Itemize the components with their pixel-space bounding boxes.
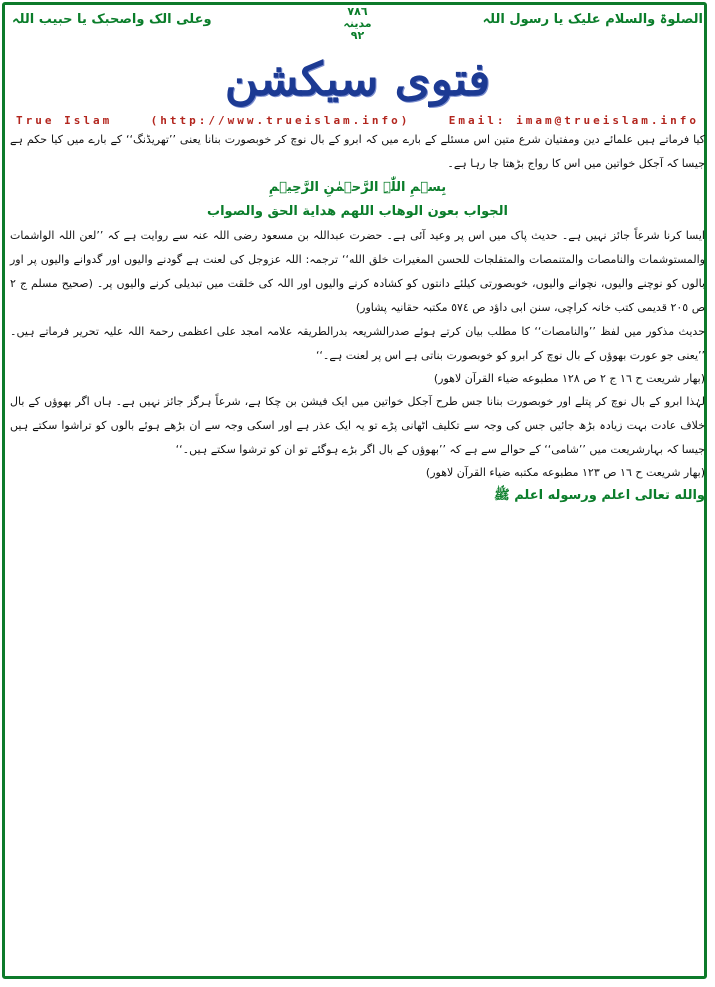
header-number-2: ٩٢ [350,29,365,42]
page-title: فتوی سیکشن [224,52,491,106]
salutation-right: الصلوۃ والسلام علیک یا رسول اللہ [482,12,703,27]
site-email[interactable]: Email: imam@trueislam.info [448,114,699,127]
question-text: کیا فرماتے ہیں علمائے دین ومفتیان شرع متین اس مسئلے کے بارے میں کہ ابرو کے بال نوچ کر خوبصورت بنانا یعنی ’’تھریڈنگ‘‘ کے بارے میں کیا حکم ہے جیسا کہ آجکل خواتین میں اس کا رواج بڑھتا جا رہا ہے۔ [10,133,705,170]
header-center [343,6,371,42]
site-url[interactable]: (http://www.trueislam.info) [150,114,411,127]
conclusion-text: لہٰذا ابرو کے بال نوچ کر پتلے اور خوبصورت بنانا جس طرح آجکل خواتین میں ایک فیشن بن چکا ہے، شرعاً ہرگز جائز نہیں ہے۔ ہاں اگر بھوؤں کے بال خلاف عادت بہت زیادہ بڑھ جائیں جس کی وجہ سے تکلیف اٹھانی پڑے تو یہ ایک عذر ہے اور اسکی وجہ سے ان بڑھے ہوئے بالوں کو تراشوا سکتے ہیں جیسا کہ بہارشریعت میں ’’شامی‘‘ کے حوالے سے ہے کہ ’’بھوؤں کے بال اگر بڑے ہوگئے تو ان کو ترشوا سکتے ہیں۔‘‘ [10,395,705,456]
answer-paragraph: حدیث مذکور میں لفظ ’’والنامصات‘‘ کا مطلب بیان کرتے ہوئے صدرالشریعہ بدرالطریقہ علامہ امجد علی اعظمی رحمۃ اللہ علیہ تحریر فرماتے ہیں۔ ’’یعنی جو عورت بھوؤں کے بال نوچ کر ابرو کو خوبصورت بناتی ہے اس پر لعنت ہے۔‘‘ [10,325,705,362]
reference-2: (بهار شريعت ح ١٦ ص ١٢٣ مطبوعه مكتبه ضياء القرآن لاهور) [425,466,705,479]
bismillah: بِسۡمِ اللّٰہِ الرَّحۡمٰنِ الرَّحِیۡمِ [268,180,447,195]
answer-paragraph: ایسا کرنا شرعاً جائز نہیں ہے۔ حدیث پاک میں اس پر وعید آئی ہے۔ حضرت عبداللہ بن مسعود رضی اللہ عنہ سے روایت ہے کہ ’’لعن اللہ الواشمات والمستوشمات والنامصات والمتنمصات والمتفلجات للحسن المغيرات خلق الله‘‘ ترجمہ: اللہ عزوجل کی لعنت ہے گودنے والیوں اور گدوانے والیوں پر اور بالوں کو نوچنے والیوں، نچوانے والیوں، خوبصورتی کیلئے دانتوں کو کشادہ کرنے والیوں اور اللہ کی خلقت میں تبدیلی کرنے والیوں پر۔ (صحیح مسلم ج ٢ ص ٢٠٥ قدیمی کتب خانہ کراچی، سنن ابی داؤد ص ٥٧٤ مکتبہ حقانیہ پشاور) [10,229,705,314]
site-name: True Islam [16,114,113,127]
header-number: ٧٨٦ [347,5,368,18]
site-info [16,114,699,127]
header-word: مدینہ [343,17,372,30]
closing-line: والله تعالى اعلم ورسوله اعلم ﷺ [493,488,705,503]
fatwa-content [10,128,705,508]
reference-1: (بهار شريعت ح ١٦ ج ٢ ص ١٢٨ مطبوعه ضياء القرآن لاهور) [433,372,705,385]
answer-heading: الجواب بعون الوهاب اللهم هداية الحق والصواب [207,204,508,219]
header-bar [10,6,705,46]
salutation-left: وعلی الک واصحبک یا حبیب اللہ [12,12,212,27]
